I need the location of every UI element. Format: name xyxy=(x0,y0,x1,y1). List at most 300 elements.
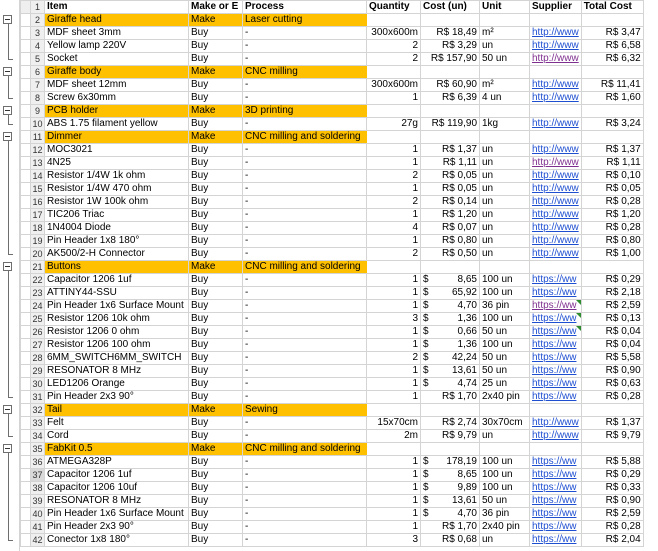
cell-supplier-link[interactable]: https://ww xyxy=(530,326,582,339)
row-number[interactable]: 34 xyxy=(32,431,43,441)
cell-process[interactable]: - xyxy=(243,508,367,521)
cell-supplier-link[interactable] xyxy=(530,261,582,274)
row-number[interactable]: 20 xyxy=(32,249,43,259)
cell-quantity[interactable]: 1 xyxy=(367,300,421,313)
cell-item[interactable]: PCB holder xyxy=(45,105,189,118)
cell-process[interactable]: - xyxy=(243,430,367,443)
cell-item[interactable]: Felt xyxy=(45,417,189,430)
cell-item[interactable]: Screw 6x30mm xyxy=(45,92,189,105)
cell-process[interactable]: - xyxy=(243,365,367,378)
cell-quantity[interactable]: 1 xyxy=(367,521,421,534)
cell-cost[interactable]: R$ 0,05 xyxy=(421,183,480,196)
cell-quantity[interactable]: 1 xyxy=(367,391,421,404)
cell-supplier-link[interactable]: http://www xyxy=(530,118,582,131)
row-gutter[interactable] xyxy=(21,40,31,53)
row-number[interactable]: 36 xyxy=(32,457,43,467)
cell-unit[interactable]: 36 pin xyxy=(480,300,530,313)
row-gutter[interactable] xyxy=(21,92,31,105)
cell-make[interactable]: Buy xyxy=(189,339,243,352)
cell-quantity[interactable]: 1 xyxy=(367,508,421,521)
cell-supplier-link[interactable]: http://www xyxy=(530,196,582,209)
cell-supplier-link[interactable]: http://www xyxy=(530,235,582,248)
row-number[interactable]: 5 xyxy=(31,53,45,66)
cell-supplier-link[interactable]: http://www xyxy=(530,53,582,66)
cell-quantity[interactable]: 1 xyxy=(367,326,421,339)
cell-total[interactable] xyxy=(581,66,643,79)
row-gutter[interactable] xyxy=(21,235,31,248)
cell-unit[interactable] xyxy=(480,105,530,118)
row-number[interactable]: 31 xyxy=(32,392,43,402)
row-gutter[interactable] xyxy=(21,261,31,274)
cell-process[interactable]: - xyxy=(243,118,367,131)
cell-total[interactable] xyxy=(581,443,643,456)
row-gutter[interactable] xyxy=(21,300,31,313)
cell-cost[interactable] xyxy=(421,443,480,456)
cell-total[interactable]: R$ 9,79 xyxy=(581,430,643,443)
cell-process[interactable]: - xyxy=(243,391,367,404)
row-gutter[interactable] xyxy=(21,157,31,170)
cell-total[interactable]: R$ 3,24 xyxy=(581,118,643,131)
cell-quantity[interactable]: 2 xyxy=(367,352,421,365)
cell-make[interactable]: Buy xyxy=(189,274,243,287)
cell-process[interactable]: - xyxy=(243,417,367,430)
cell-unit[interactable]: un xyxy=(480,222,530,235)
cell-item[interactable]: Yellow lamp 220V xyxy=(45,40,189,53)
cell-quantity[interactable]: 1 xyxy=(367,287,421,300)
row-number[interactable]: 4 xyxy=(31,40,45,53)
cell-cost[interactable] xyxy=(421,66,480,79)
cell-total[interactable]: R$ 2,04 xyxy=(581,534,643,547)
cell-cost[interactable]: R$ 9,79 xyxy=(421,430,480,443)
cell-supplier-link[interactable]: https://ww xyxy=(530,482,582,495)
cell-item[interactable]: AK500/2-H Connector xyxy=(45,248,189,261)
row-gutter[interactable] xyxy=(21,326,31,339)
cell-total[interactable] xyxy=(581,14,643,27)
row-gutter[interactable] xyxy=(21,365,31,378)
cell-total[interactable]: R$ 5,58 xyxy=(581,352,643,365)
cell-total[interactable]: R$ 0,13 xyxy=(581,313,643,326)
cell-unit[interactable]: 30x70cm xyxy=(480,417,530,430)
row-gutter[interactable] xyxy=(21,508,31,521)
cell-item[interactable]: Giraffe head xyxy=(45,14,189,27)
cell-make[interactable]: Buy xyxy=(189,326,243,339)
cell-process[interactable]: - xyxy=(243,521,367,534)
cell-cost[interactable] xyxy=(421,456,480,469)
cell-unit[interactable]: un xyxy=(480,430,530,443)
row-gutter[interactable] xyxy=(21,79,31,92)
cell-supplier-link[interactable]: https://ww xyxy=(530,287,582,300)
cell-process[interactable]: - xyxy=(243,53,367,66)
row-gutter[interactable] xyxy=(21,53,31,66)
row-number[interactable]: 24 xyxy=(32,301,43,311)
cell-total[interactable] xyxy=(581,131,643,144)
row-gutter[interactable] xyxy=(21,521,31,534)
corner-cell[interactable] xyxy=(21,1,31,14)
row-number[interactable]: 33 xyxy=(32,418,43,428)
cell-unit[interactable]: 50 un xyxy=(480,352,530,365)
cell-process[interactable]: - xyxy=(243,352,367,365)
row-gutter[interactable] xyxy=(21,352,31,365)
row-number[interactable]: 25 xyxy=(32,314,43,324)
row-number[interactable]: 40 xyxy=(32,509,43,519)
cell-item[interactable]: MDF sheet 12mm xyxy=(45,79,189,92)
cell-quantity[interactable]: 15x70cm xyxy=(367,417,421,430)
cell-unit[interactable]: un xyxy=(480,248,530,261)
header-item[interactable]: Item xyxy=(45,1,189,14)
cell-unit[interactable]: 100 un xyxy=(480,469,530,482)
row-number[interactable]: 16 xyxy=(32,197,43,207)
cell-item[interactable]: Resistor 1206 100 ohm xyxy=(45,339,189,352)
cell-unit[interactable]: 36 pin xyxy=(480,508,530,521)
cell-item[interactable]: 4N25 xyxy=(45,157,189,170)
cell-total[interactable]: R$ 2,18 xyxy=(581,287,643,300)
row-number[interactable]: 9 xyxy=(31,105,45,118)
row-gutter[interactable] xyxy=(21,196,31,209)
cell-process[interactable]: CNC milling and soldering xyxy=(243,131,367,144)
cell-process[interactable]: - xyxy=(243,378,367,391)
header-process[interactable]: Process xyxy=(243,1,367,14)
minus-box-icon[interactable] xyxy=(3,67,12,76)
cell-make[interactable]: Buy xyxy=(189,144,243,157)
cell-supplier-link[interactable] xyxy=(530,14,582,27)
row-gutter[interactable] xyxy=(21,456,31,469)
cell-supplier-link[interactable]: http://www xyxy=(530,157,582,170)
cell-make[interactable]: Buy xyxy=(189,456,243,469)
cell-item[interactable]: TIC206 Triac xyxy=(45,209,189,222)
cell-supplier-link[interactable]: https://ww xyxy=(530,534,582,547)
cell-make[interactable]: Buy xyxy=(189,27,243,40)
cell-make[interactable]: Make xyxy=(189,404,243,417)
cell-supplier-link[interactable] xyxy=(530,404,582,417)
cell-unit[interactable]: un xyxy=(480,183,530,196)
header-make[interactable]: Make or E xyxy=(189,1,243,14)
cell-process[interactable]: - xyxy=(243,157,367,170)
cell-quantity[interactable]: 1 xyxy=(367,92,421,105)
row-number[interactable]: 8 xyxy=(31,92,45,105)
cell-unit[interactable] xyxy=(480,404,530,417)
minus-box-icon[interactable] xyxy=(3,106,12,115)
cell-unit[interactable]: 2x40 pin xyxy=(480,391,530,404)
row-number[interactable]: 30 xyxy=(32,379,43,389)
cell-quantity[interactable] xyxy=(367,404,421,417)
cell-unit[interactable]: un xyxy=(480,157,530,170)
cell-unit[interactable]: un xyxy=(480,209,530,222)
cell-cost[interactable]: R$ 0,68 xyxy=(421,534,480,547)
cell-process[interactable]: - xyxy=(243,170,367,183)
row-gutter[interactable] xyxy=(21,144,31,157)
cell-process[interactable]: CNC milling and soldering xyxy=(243,261,367,274)
row-number[interactable]: 28 xyxy=(32,353,43,363)
cell-item[interactable]: Dimmer xyxy=(45,131,189,144)
cell-quantity[interactable]: 1 xyxy=(367,482,421,495)
cell-process[interactable]: - xyxy=(243,183,367,196)
cell-quantity[interactable]: 1 xyxy=(367,378,421,391)
cell-unit[interactable]: 100 un xyxy=(480,456,530,469)
cell-item[interactable]: Resistor 1206 0 ohm xyxy=(45,326,189,339)
row-number[interactable]: 26 xyxy=(32,327,43,337)
row-number[interactable]: 29 xyxy=(32,366,43,376)
cell-quantity[interactable]: 3 xyxy=(367,313,421,326)
cell-process[interactable]: - xyxy=(243,79,367,92)
cell-item[interactable]: Capacitor 1206 10uf xyxy=(45,482,189,495)
cell-cost[interactable] xyxy=(421,508,480,521)
row-number[interactable]: 1 xyxy=(31,1,45,14)
cell-item[interactable]: ATTINY44-SSU xyxy=(45,287,189,300)
cell-cost[interactable] xyxy=(421,469,480,482)
row-gutter[interactable] xyxy=(21,534,31,547)
cell-cost[interactable] xyxy=(421,352,480,365)
cell-supplier-link[interactable]: https://ww xyxy=(530,378,582,391)
cell-total[interactable]: R$ 6,32 xyxy=(581,53,643,66)
cell-item[interactable]: RESONATOR 8 MHz xyxy=(45,495,189,508)
cell-item[interactable]: Buttons xyxy=(45,261,189,274)
cell-make[interactable]: Buy xyxy=(189,430,243,443)
cell-item[interactable]: Resistor 1/4W 1k ohm xyxy=(45,170,189,183)
cell-item[interactable]: Pin Header 2x3 90° xyxy=(45,391,189,404)
row-number[interactable]: 42 xyxy=(32,535,43,545)
cell-cost[interactable] xyxy=(421,274,480,287)
cell-cost[interactable]: R$ 6,39 xyxy=(421,92,480,105)
cell-cost[interactable]: R$ 0,14 xyxy=(421,196,480,209)
cell-quantity[interactable]: 1 xyxy=(367,274,421,287)
cell-total[interactable]: R$ 0,28 xyxy=(581,521,643,534)
cell-cost[interactable] xyxy=(421,495,480,508)
cell-process[interactable]: - xyxy=(243,235,367,248)
cell-cost[interactable] xyxy=(421,313,480,326)
cell-item[interactable]: MDF sheet 3mm xyxy=(45,27,189,40)
cell-supplier-link[interactable]: http://www xyxy=(530,144,582,157)
cell-supplier-link[interactable]: https://ww xyxy=(530,508,582,521)
cell-total[interactable]: R$ 11,41 xyxy=(581,79,643,92)
cell-total[interactable]: R$ 0,04 xyxy=(581,339,643,352)
cell-unit[interactable]: 50 un xyxy=(480,365,530,378)
cell-cost[interactable]: R$ 157,90 xyxy=(421,53,480,66)
cell-process[interactable]: - xyxy=(243,144,367,157)
cell-process[interactable]: - xyxy=(243,495,367,508)
row-gutter[interactable] xyxy=(21,443,31,456)
cell-make[interactable]: Buy xyxy=(189,417,243,430)
cell-item[interactable]: Pin Header 2x3 90° xyxy=(45,521,189,534)
cell-quantity[interactable]: 27g xyxy=(367,118,421,131)
cell-unit[interactable]: 4 un xyxy=(480,92,530,105)
cell-cost[interactable]: R$ 2,74 xyxy=(421,417,480,430)
cell-total[interactable]: R$ 0,90 xyxy=(581,365,643,378)
cell-make[interactable]: Make xyxy=(189,105,243,118)
cell-item[interactable]: Resistor 1206 10k ohm xyxy=(45,313,189,326)
row-gutter[interactable] xyxy=(21,287,31,300)
cell-item[interactable]: 1N4004 Diode xyxy=(45,222,189,235)
cell-total[interactable]: R$ 6,58 xyxy=(581,40,643,53)
cell-process[interactable]: Laser cutting xyxy=(243,14,367,27)
cell-cost[interactable] xyxy=(421,131,480,144)
cell-total[interactable]: R$ 2,59 xyxy=(581,508,643,521)
cell-cost[interactable] xyxy=(421,300,480,313)
cell-supplier-link[interactable]: https://ww xyxy=(530,469,582,482)
cell-unit[interactable] xyxy=(480,261,530,274)
cell-supplier-link[interactable]: http://www xyxy=(530,183,582,196)
row-gutter[interactable] xyxy=(21,482,31,495)
cell-unit[interactable]: un xyxy=(480,235,530,248)
cell-supplier-link[interactable] xyxy=(530,131,582,144)
row-gutter[interactable] xyxy=(21,378,31,391)
cell-quantity[interactable]: 1 xyxy=(367,339,421,352)
cell-process[interactable]: - xyxy=(243,326,367,339)
cell-cost[interactable]: R$ 3,29 xyxy=(421,40,480,53)
header-total[interactable]: Total Cost xyxy=(581,1,643,14)
cell-quantity[interactable]: 1 xyxy=(367,365,421,378)
cell-total[interactable] xyxy=(581,105,643,118)
cell-item[interactable]: RESONATOR 8 MHz xyxy=(45,365,189,378)
cell-cost[interactable]: R$ 60,90 xyxy=(421,79,480,92)
cell-make[interactable]: Buy xyxy=(189,118,243,131)
cell-process[interactable]: - xyxy=(243,92,367,105)
cell-total[interactable] xyxy=(581,404,643,417)
cell-cost[interactable] xyxy=(421,105,480,118)
cell-cost[interactable] xyxy=(421,287,480,300)
cell-cost[interactable]: R$ 1,70 xyxy=(421,521,480,534)
cell-supplier-link[interactable]: http://www xyxy=(530,417,582,430)
cell-unit[interactable]: 100 un xyxy=(480,339,530,352)
row-gutter[interactable] xyxy=(21,183,31,196)
row-gutter[interactable] xyxy=(21,313,31,326)
cell-supplier-link[interactable]: https://ww xyxy=(530,521,582,534)
cell-supplier-link[interactable]: https://ww xyxy=(530,339,582,352)
cell-supplier-link[interactable]: https://ww xyxy=(530,365,582,378)
cell-item[interactable]: Pin Header 1x8 180° xyxy=(45,235,189,248)
cell-unit[interactable]: 100 un xyxy=(480,482,530,495)
cell-supplier-link[interactable]: http://www xyxy=(530,92,582,105)
cell-quantity[interactable]: 300x600m xyxy=(367,27,421,40)
cell-make[interactable]: Make xyxy=(189,66,243,79)
row-number[interactable]: 23 xyxy=(32,288,43,298)
row-number[interactable]: 3 xyxy=(31,27,45,40)
cell-unit[interactable]: un xyxy=(480,144,530,157)
row-number[interactable]: 35 xyxy=(32,444,43,454)
minus-box-icon[interactable] xyxy=(3,15,12,24)
row-gutter[interactable] xyxy=(21,105,31,118)
cell-item[interactable]: LED1206 Orange xyxy=(45,378,189,391)
row-gutter[interactable] xyxy=(21,417,31,430)
cell-supplier-link[interactable]: http://www xyxy=(530,248,582,261)
cell-make[interactable]: Buy xyxy=(189,196,243,209)
cell-unit[interactable]: un xyxy=(480,170,530,183)
row-number[interactable]: 18 xyxy=(32,223,43,233)
cell-process[interactable]: - xyxy=(243,339,367,352)
cell-item[interactable]: Resistor 1/4W 470 ohm xyxy=(45,183,189,196)
cell-make[interactable]: Make xyxy=(189,14,243,27)
cell-cost[interactable]: R$ 0,05 xyxy=(421,170,480,183)
cell-item[interactable]: Giraffe body xyxy=(45,66,189,79)
row-number[interactable]: 14 xyxy=(32,171,43,181)
cell-make[interactable]: Buy xyxy=(189,79,243,92)
cell-make[interactable]: Buy xyxy=(189,365,243,378)
cell-total[interactable]: R$ 3,47 xyxy=(581,27,643,40)
cell-make[interactable]: Buy xyxy=(189,508,243,521)
cell-quantity[interactable] xyxy=(367,14,421,27)
row-gutter[interactable] xyxy=(21,209,31,222)
cell-unit[interactable]: 2x40 pin xyxy=(480,521,530,534)
cell-cost[interactable] xyxy=(421,482,480,495)
row-number[interactable]: 10 xyxy=(32,119,43,129)
cell-process[interactable]: - xyxy=(243,482,367,495)
cell-quantity[interactable]: 2 xyxy=(367,53,421,66)
row-gutter[interactable] xyxy=(21,248,31,261)
cell-make[interactable]: Buy xyxy=(189,521,243,534)
header-unit[interactable]: Unit xyxy=(480,1,530,14)
cell-process[interactable]: - xyxy=(243,300,367,313)
cell-make[interactable]: Buy xyxy=(189,378,243,391)
cell-quantity[interactable]: 1 xyxy=(367,209,421,222)
cell-total[interactable]: R$ 0,10 xyxy=(581,170,643,183)
cell-total[interactable]: R$ 1,20 xyxy=(581,209,643,222)
cell-cost[interactable] xyxy=(421,404,480,417)
cell-item[interactable]: Pin Header 1x6 Surface Mount xyxy=(45,300,189,313)
row-number[interactable]: 19 xyxy=(32,236,43,246)
row-gutter[interactable] xyxy=(21,404,31,417)
cell-quantity[interactable] xyxy=(367,443,421,456)
row-number[interactable]: 15 xyxy=(32,184,43,194)
cell-cost[interactable]: R$ 1,70 xyxy=(421,391,480,404)
cell-cost[interactable]: R$ 119,90 xyxy=(421,118,480,131)
cell-make[interactable]: Buy xyxy=(189,248,243,261)
cell-process[interactable]: - xyxy=(243,27,367,40)
cell-total[interactable]: R$ 0,33 xyxy=(581,482,643,495)
cell-supplier-link[interactable]: http://www xyxy=(530,40,582,53)
cell-make[interactable]: Make xyxy=(189,443,243,456)
cell-quantity[interactable]: 2 xyxy=(367,170,421,183)
cell-unit[interactable]: 100 un xyxy=(480,274,530,287)
cell-total[interactable]: R$ 1,37 xyxy=(581,417,643,430)
cell-total[interactable]: R$ 0,04 xyxy=(581,326,643,339)
cell-make[interactable]: Buy xyxy=(189,235,243,248)
cell-unit[interactable]: un xyxy=(480,40,530,53)
cell-process[interactable]: - xyxy=(243,196,367,209)
cell-supplier-link[interactable]: http://www xyxy=(530,170,582,183)
cell-unit[interactable]: un xyxy=(480,196,530,209)
header-cost[interactable]: Cost (un) xyxy=(421,1,480,14)
cell-make[interactable]: Buy xyxy=(189,170,243,183)
cell-make[interactable]: Buy xyxy=(189,469,243,482)
cell-supplier-link[interactable] xyxy=(530,443,582,456)
cell-supplier-link[interactable]: https://ww xyxy=(530,495,582,508)
row-gutter[interactable] xyxy=(21,118,31,131)
cell-total[interactable]: R$ 0,29 xyxy=(581,469,643,482)
cell-unit[interactable]: 100 un xyxy=(480,313,530,326)
cell-item[interactable]: ATMEGA328P xyxy=(45,456,189,469)
cell-cost[interactable]: R$ 1,37 xyxy=(421,144,480,157)
cell-make[interactable]: Buy xyxy=(189,222,243,235)
cell-supplier-link[interactable]: https://ww xyxy=(530,391,582,404)
cell-process[interactable]: - xyxy=(243,274,367,287)
cell-make[interactable]: Buy xyxy=(189,157,243,170)
row-number[interactable]: 38 xyxy=(32,483,43,493)
cell-process[interactable]: - xyxy=(243,209,367,222)
cell-item[interactable]: FabKit 0.5 xyxy=(45,443,189,456)
row-number[interactable]: 12 xyxy=(32,145,43,155)
row-gutter[interactable] xyxy=(21,495,31,508)
cell-unit[interactable] xyxy=(480,66,530,79)
cell-quantity[interactable] xyxy=(367,131,421,144)
cell-make[interactable]: Make xyxy=(189,131,243,144)
row-gutter[interactable] xyxy=(21,339,31,352)
cell-make[interactable]: Buy xyxy=(189,92,243,105)
row-number[interactable]: 13 xyxy=(32,158,43,168)
cell-item[interactable]: Tail xyxy=(45,404,189,417)
cell-unit[interactable]: 1kg xyxy=(480,118,530,131)
cell-item[interactable]: ABS 1.75 filament yellow xyxy=(45,118,189,131)
cell-supplier-link[interactable]: http://www xyxy=(530,222,582,235)
header-quantity[interactable]: Quantity xyxy=(367,1,421,14)
